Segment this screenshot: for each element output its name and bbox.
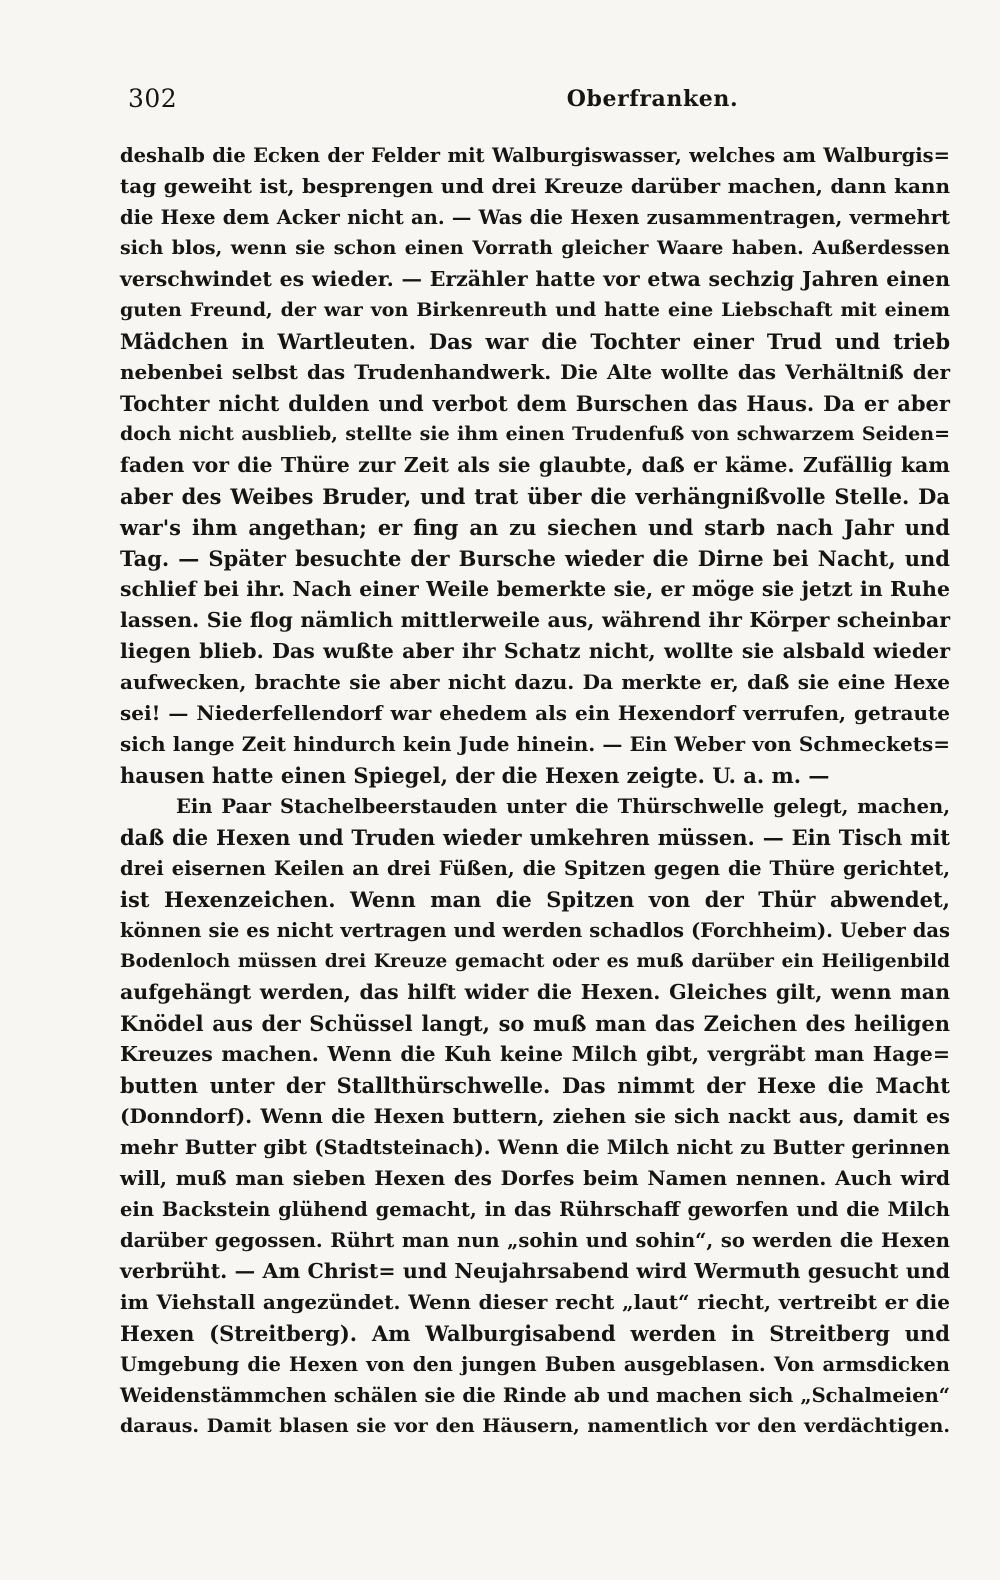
text-line: schlief bei ihr. Nach einer Weile bemerkte sie, er möge sie jetzt in Ruhe <box>120 577 950 601</box>
text-line: sich lange Zeit hindurch kein Jude hinein. — Ein Weber von Schmeckets= <box>120 732 950 756</box>
text-line: guten Freund, der war von Birkenreuth und hatte eine Liebschaft mit einem <box>120 299 950 321</box>
page-number: 302 <box>128 84 178 113</box>
text-line: verschwindet es wieder. — Erzähler hatte vor etwa sechzig Jahren einen <box>120 267 950 291</box>
text-line: will, muß man sieben Hexen des Dorfes beim Namen nennen. Auch wird <box>120 1166 950 1190</box>
text-line: butten unter der Stallthürschwelle. Das nimmt der Hexe die Macht <box>120 1073 950 1098</box>
text-line: lassen. Sie flog nämlich mittlerweile aus, während ihr Körper scheinbar <box>120 608 950 632</box>
text-line: Weidenstämmchen schälen sie die Rinde ab und machen sich „Schalmeien“ <box>120 1384 950 1407</box>
text-line: im Viehstall angezündet. Wenn dieser recht „laut“ riecht, vertreibt er die <box>120 1290 950 1314</box>
text-line: verbrüht. — Am Christ= und Neujahrsabend wird Wermuth gesucht und <box>120 1259 950 1283</box>
text-line: hausen hatte einen Spiegel, der die Hexen zeigte. U. a. m. — <box>120 763 830 788</box>
text-line: nebenbei selbst das Trudenhandwerk. Die Alte wollte das Verhältniß der <box>120 360 950 384</box>
text-line: Tag. — Später besuchte der Bursche wieder die Dirne bei Nacht, und <box>120 546 950 571</box>
text-line: Knödel aus der Schüssel langt, so muß man das Zeichen des heiligen <box>120 1011 950 1036</box>
text-line: faden vor die Thüre zur Zeit als sie glaubte, daß er käme. Zufällig kam <box>120 453 950 477</box>
text-line: Tochter nicht dulden und verbot dem Burschen das Haus. Da er aber <box>120 391 950 416</box>
text-line: ein Backstein glühend gemacht, in das Rührschaff geworfen und die Milch <box>120 1198 950 1221</box>
text-line: Umgebung die Hexen von den jungen Buben ausgeblasen. Von armsdicken <box>120 1353 950 1376</box>
text-line: können sie es nicht vertragen und werden schadlos (Forchheim). Ueber das <box>120 919 950 942</box>
text-line: doch nicht ausblieb, stellte sie ihm einen Trudenfuß von schwarzem Seiden= <box>120 423 950 445</box>
text-line: sei! — Niederfellendorf war ehedem als ein Hexendorf verrufen, getraute <box>120 701 950 725</box>
text-line: liegen blieb. Das wußte aber ihr Schatz nicht, wollte sie alsbald wieder <box>120 639 950 663</box>
text-line: darüber gegossen. Rührt man nun „sohin und sohin“, so werden die Hexen <box>120 1229 950 1252</box>
text-line: aufgehängt werden, das hilft wider die Hexen. Gleiches gilt, wenn man <box>120 980 950 1004</box>
text-line: daß die Hexen und Truden wieder umkehren müssen. — Ein Tisch mit <box>120 825 950 850</box>
text-line: Bodenloch müssen drei Kreuze gemacht oder es muß darüber ein Heiligenbild <box>120 951 950 972</box>
text-line: Mädchen in Wartleuten. Das war die Tochter einer Trud und trieb <box>120 329 950 354</box>
text-line: war's ihm angethan; er fing an zu siechen und starb nach Jahr und <box>120 515 950 540</box>
text-line: daraus. Damit blasen sie vor den Häusern, namentlich vor den verdächtigen. <box>120 1415 950 1437</box>
text-line: sich blos, wenn sie schon einen Vorrath gleicher Waare haben. Außerdessen <box>120 237 950 259</box>
text-line: tag geweiht ist, besprengen und drei Kreuze darüber machen, dann kann <box>120 174 950 198</box>
text-line: Hexen (Streitberg). Am Walburgisabend werden in Streitberg und <box>120 1321 950 1346</box>
text-line: aber des Weibes Bruder, und trat über die verhängnißvolle Stelle. Da <box>120 484 950 509</box>
text-line: mehr Butter gibt (Stadtsteinach). Wenn die Milch nicht zu Butter gerinnen <box>120 1136 950 1159</box>
text-line: (Donndorf). Wenn die Hexen buttern, ziehen sie sich nackt aus, damit es <box>120 1104 950 1128</box>
running-title: Oberfranken. <box>566 86 739 112</box>
text-line: die Hexe dem Acker nicht an. — Was die Hexen zusammentragen, vermehrt <box>120 206 950 229</box>
text-line: drei eisernen Keilen an drei Füßen, die Spitzen gegen die Thüre gerichtet, <box>120 857 950 880</box>
text-line: Kreuzes machen. Wenn die Kuh keine Milch gibt, vergräbt man Hage= <box>120 1042 950 1066</box>
paragraph-start-line: Ein Paar Stachelbeerstauden unter die Thürschwelle gelegt, machen, <box>176 795 950 818</box>
text-line: deshalb die Ecken der Felder mit Walburgiswasser, welches am Walburgis= <box>120 144 950 167</box>
text-line: aufwecken, brachte sie aber nicht dazu. Da merkte er, daß sie eine Hexe <box>120 670 950 694</box>
page-header <box>120 84 945 120</box>
body-text <box>120 140 950 1442</box>
text-line: ist Hexenzeichen. Wenn man die Spitzen von der Thür abwendet, <box>120 887 950 912</box>
